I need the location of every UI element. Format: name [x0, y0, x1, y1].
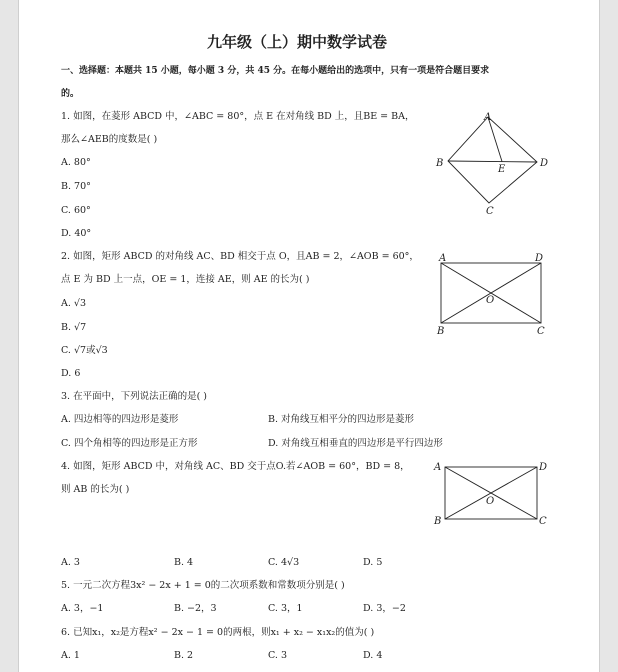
q3-option-c: C. 四个角相等的四边形是正方形: [61, 438, 198, 449]
q2-option-a: A. √3: [61, 298, 86, 309]
q2-label-o: O: [486, 295, 495, 306]
q2-stem-line2: 点 E 为 BD 上一点，OE = 1，连接 AE，则 AE 的长为( ): [61, 274, 310, 285]
section-header-line2: 的。: [61, 89, 80, 99]
q4-option-d: D. 5: [363, 557, 383, 568]
q4-option-c: C. 4√3: [268, 557, 300, 568]
q2-rectangle-figure: [429, 250, 559, 340]
q6-option-c: C. 3: [268, 650, 288, 661]
section-header-line1: 一、选择题：本题共 15 小题，每小题 3 分，共 45 分。在每小题给出的选项中，只有一项是符合题目要求: [61, 66, 490, 76]
q1-option-b: B. 70°: [61, 181, 91, 192]
q4-label-a: A: [434, 462, 442, 473]
q4-label-o: O: [486, 496, 495, 507]
q3-option-b: B. 对角线互相平分的四边形是菱形: [268, 414, 415, 425]
q4-label-c: C: [539, 516, 547, 527]
q1-label-a: A: [484, 112, 492, 123]
q1-option-a: A. 80°: [61, 157, 91, 168]
q4-label-b: B: [434, 516, 442, 527]
q5-option-a: A. 3，−1: [61, 603, 104, 614]
q5-option-c: C. 3，1: [268, 603, 303, 614]
q3-option-d: D. 对角线互相垂直的四边形是平行四边形: [268, 438, 443, 449]
q1-label-c: C: [486, 206, 494, 217]
page-title: 九年级（上）期中数学试卷: [207, 33, 388, 51]
q5-option-b: B. −2，3: [174, 603, 217, 614]
q1-label-d: D: [540, 158, 549, 169]
q4-stem-line1: 4. 如图，矩形 ABCD 中，对角线 AC、BD 交于点O.若∠AOB = 60°，BD = 8，: [61, 461, 410, 472]
q4-option-b: B. 4: [174, 557, 194, 568]
q4-rectangle-figure: [429, 458, 559, 530]
q4-label-d: D: [539, 462, 548, 473]
q6-option-b: B. 2: [174, 650, 194, 661]
q2-option-d: D. 6: [61, 368, 81, 379]
q5-option-d: D. 3，−2: [363, 603, 406, 614]
q5-stem: 5. 一元二次方程3x² − 2x + 1 = 0的二次项系数和常数项分别是( ): [61, 580, 345, 591]
q2-label-c: C: [537, 326, 545, 337]
q1-stem-line2: 那么∠AEB的度数是( ): [61, 134, 158, 145]
q1-label-e: E: [498, 164, 506, 175]
q6-stem: 6. 已知x₁，x₂是方程x² − 2x − 1 = 0的两根，则x₁ + x₂ − x₁x₂的值为( ): [61, 627, 375, 638]
q2-label-a: A: [439, 253, 447, 264]
q2-stem-line1: 2. 如图，矩形 ABCD 的对角线 AC、BD 相交于点 O，且AB = 2，∠AOB = 60°，: [61, 251, 419, 262]
q2-label-b: B: [437, 326, 445, 337]
q1-option-d: D. 40°: [61, 228, 92, 239]
q4-stem-line2: 则 AB 的长为( ): [61, 484, 130, 495]
q6-option-d: D. 4: [363, 650, 383, 661]
q4-option-a: A. 3: [61, 557, 80, 568]
q2-option-c: C. √7或√3: [61, 345, 108, 356]
q3-stem: 3. 在平面中，下列说法正确的是( ): [61, 391, 208, 402]
q6-option-a: A. 1: [61, 650, 80, 661]
q1-stem-line1: 1. 如图，在菱形 ABCD 中，∠ABC = 80°，点 E 在对角线 BD 上，且BE = BA，: [61, 111, 415, 122]
q2-label-d: D: [535, 253, 544, 264]
q1-rhombus-figure: [424, 108, 554, 218]
q1-label-b: B: [436, 158, 444, 169]
q1-option-c: C. 60°: [61, 205, 91, 216]
q2-option-b: B. √7: [61, 322, 87, 333]
exam-page: [18, 0, 600, 672]
q3-option-a: A. 四边相等的四边形是菱形: [61, 414, 179, 425]
